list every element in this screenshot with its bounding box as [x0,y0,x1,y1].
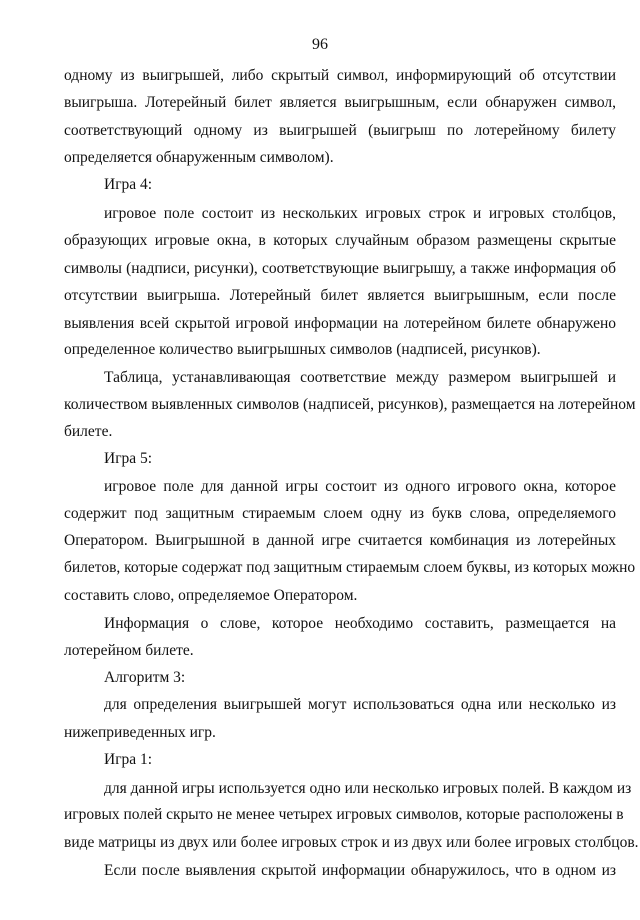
text-line: содержит под защитным стираемым слоем одну из букв слова, определяемого [64,505,616,522]
text-line: игровое поле состоит из нескольких игровых строк и игровых столбцов, [104,205,616,222]
text-line: отсутствии выигрыша. Лотерейный билет является выигрышным, если после [64,287,616,304]
text-line: составить слово, определяемое Оператором. [64,587,358,604]
text-line: для данной игры используется одно или несколько игровых полей. В каждом из [104,780,632,797]
text-line: выигрыша. Лотерейный билет является выигрышным, если обнаружен символ, [64,94,616,111]
text-line: Игра 4: [104,176,153,193]
page-number: 96 [312,36,328,53]
text-line: выявления всей скрытой игровой информации на лотерейном билете обнаружено [64,315,616,332]
text-line: определенное количество выигрышных символов (надписей, рисунков). [64,341,541,358]
text-line: определяется обнаруженным символом). [64,149,334,166]
text-line: количеством выявленных символов (надписей, рисунков), размещается на лотерейном [64,396,636,413]
text-line: образующих игровые окна, в которых случайным образом размещены скрытые [64,232,616,249]
text-line: лотерейном билете. [64,642,194,659]
text-line: для определения выигрышей могут использоваться одна или несколько из [104,696,616,713]
text-line: Оператором. Выигрышной в данной игре считается комбинация из лотерейных [64,532,616,549]
text-line: игровое поле для данной игры состоит из одного игрового окна, которое [104,478,616,495]
text-line: Игра 1: [104,751,153,768]
text-line: нижеприведенных игр. [64,724,216,741]
text-line: Таблица, устанавливающая соответствие между размером выигрышей и [104,369,616,386]
text-line: Информация о слове, которое необходимо составить, размещается на [104,615,616,632]
text-line: соответствующий одному из выигрышей (выигрыш по лотерейному билету [64,122,616,139]
text-line: Игра 5: [104,450,153,467]
text-line: символы (надписи, рисунки), соответствующие выигрышу, а также информация об [64,260,616,277]
text-line: билетов, которые содержат под защитным стираемым слоем буквы, из которых можно [64,559,636,576]
text-line: Если после выявления скрытой информации обнаружилось, что в одном из [104,862,616,879]
text-line: билете. [64,423,113,440]
text-line: Алгоритм 3: [104,669,186,686]
text-line: одному из выигрышей, либо скрытый символ, информирующий об отсутствии [64,67,616,84]
text-line: игровых полей скрыто не менее четырех игровых символов, которые расположены в [64,806,624,823]
text-line: виде матрицы из двух или более игровых строк и из двух или более игровых столбцов. [64,834,639,851]
